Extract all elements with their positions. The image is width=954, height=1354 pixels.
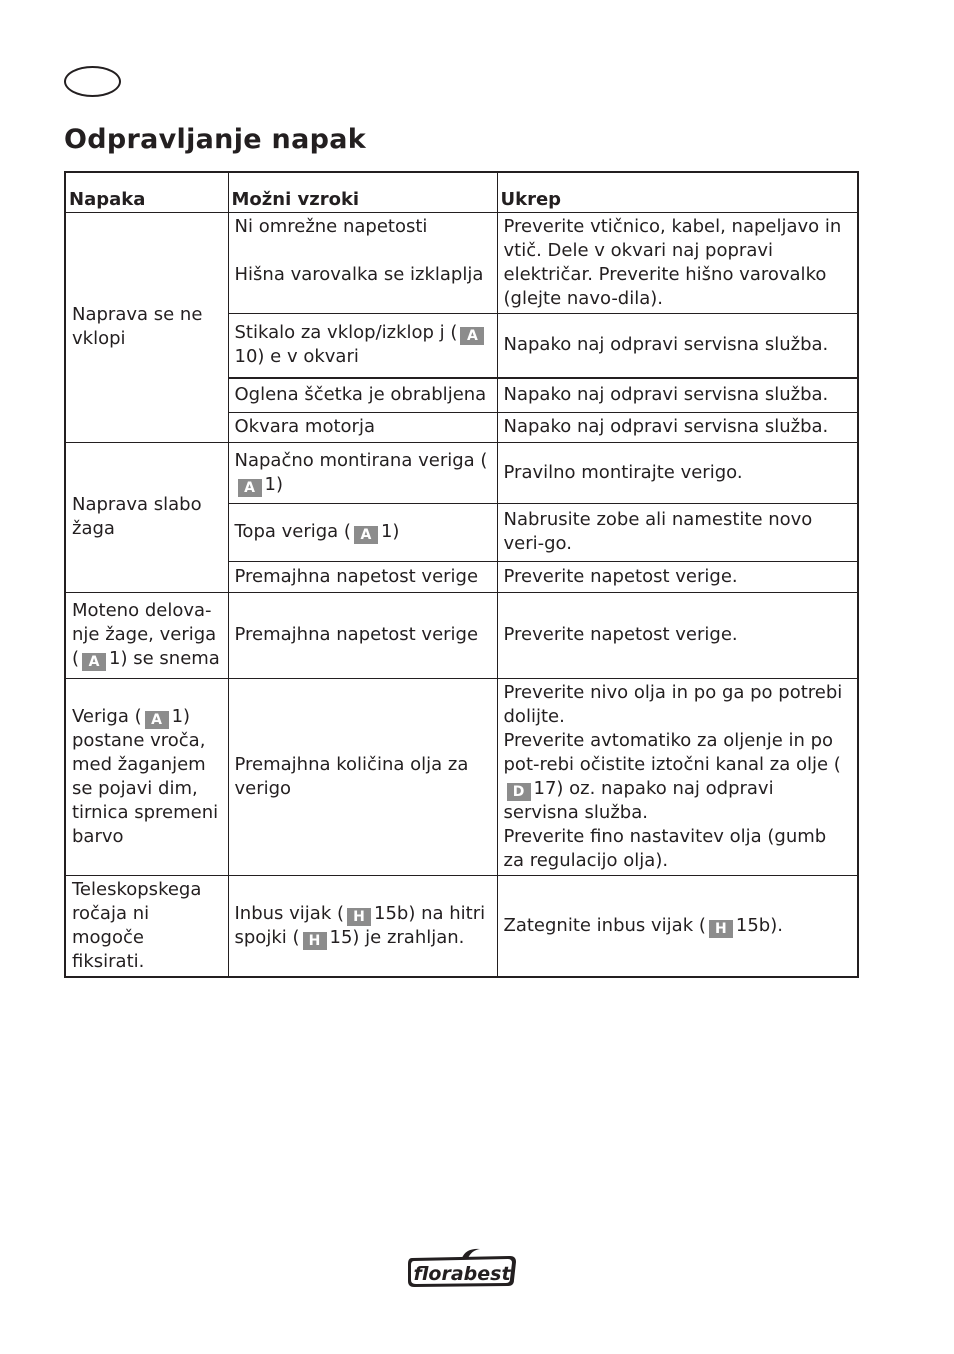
cause-text: Premajhna napetost verige [234,565,479,587]
cause-text: 15) je zrahljan. [329,926,465,948]
remedy-cell [497,503,858,561]
table-row [65,442,858,503]
fault-cell-handle-loose [65,875,228,977]
table-row [65,678,858,875]
cause-cell [228,378,497,412]
remedy-cell [497,678,858,875]
cause-text: Inbus vijak ( [234,902,345,924]
figure-ref-badge: H [709,920,733,938]
page-title: Odpravljanje napak [64,124,367,155]
cause-text: Ni omrežne napetosti [234,215,428,237]
remedy-cell [497,875,858,977]
fault-cell-no-start [65,212,228,442]
cause-cell [228,561,497,592]
cause-cell [228,503,497,561]
cause-cell [228,412,497,442]
cause-text: 1) [264,473,283,495]
cause-cell [228,442,497,503]
fault-text: Teleskopskega ročaja ni mogoče fiksirati. [72,878,202,972]
logo-text: florabest [413,1263,511,1285]
remedy-text: Napako naj odpravi servisna služba. [503,334,829,356]
table-row [65,212,858,313]
troubleshooting-table [64,171,859,978]
remedy-text: Preverite fino nastavitev olja (gumb za regulacijo olja). [503,825,827,871]
cause-text: Okvara motorja [234,416,375,437]
header-fault: Napaka [65,172,228,212]
remedy-text: Preverite nivo olja in po ga po potrebi dolijte. [503,681,843,727]
figure-ref-badge: H [347,908,371,926]
remedy-text: Preverite napetost verige. [503,624,738,645]
cause-cell [228,678,497,875]
fault-text: Naprava se ne vklopi [72,304,203,349]
cause-text: Napačno montirana veriga ( [234,449,488,471]
cause-text: 15b) na hitri spojki ( [234,902,486,948]
remedy-text: 15b). [735,914,783,936]
cause-cell [228,313,497,378]
fault-text: 1) se snema [109,648,220,669]
figure-ref-badge: A [460,327,484,345]
remedy-text: Zategnite inbus vijak ( [503,914,706,936]
remedy-text: Preverite napetost verige. [503,565,738,587]
remedy-cell [497,212,858,313]
fault-text: Veriga ( [72,705,142,727]
fault-text: Naprava slabo žaga [72,494,202,539]
header-cause: Možni vzroki [228,172,497,212]
cause-text: 1) [380,521,400,542]
remedy-text: Preverite avtomatiko za oljenje in po pot-rebi očistite iztočni kanal za olje ( [503,729,841,775]
remedy-cell [497,592,858,678]
remedy-text: 17) oz. napako naj odpravi servisna služba. [503,777,774,823]
remedy-text-line [504,729,852,825]
fault-cell-chain-hot [65,678,228,875]
florabest-logo [406,1246,518,1288]
cause-text: Premajhna količina olja za verigo [234,753,469,799]
remedy-cell [497,561,858,592]
cause-text: Premajhna napetost verige [234,624,479,645]
fault-cell-poor-cutting [65,442,228,592]
cause-text: Oglena ščetka je obrabljena [234,384,487,406]
remedy-text: Napako naj odpravi servisna služba. [503,416,829,437]
figure-ref-badge: A [354,526,378,544]
florabest-logo-graphic [406,1246,518,1288]
figure-ref-badge: D [507,783,531,801]
cause-text: Stikalo za vklop/izklop j ( [234,322,458,344]
figure-ref-badge: A [145,711,169,729]
language-badge-outline [64,66,121,97]
cause-text: Topa veriga ( [234,521,351,542]
remedy-text: Pravilno montirajte verigo. [503,461,743,483]
remedy-cell [497,442,858,503]
cause-cell [228,212,497,313]
remedy-text: Preverite vtičnico, kabel, napeljavo in vtič. Dele v okvari naj popravi električar. Preverite hišno varovalko (glejte navo-dila). [503,215,842,309]
table-row [65,875,858,977]
header-remedy: Ukrep [497,172,858,212]
table-row [65,592,858,678]
remedy-cell [497,412,858,442]
fault-text: 1) postane vroča, med žaganjem se pojavi dim, tirnica spremeni barvo [72,705,219,847]
table-header-row [65,172,858,212]
cause-text: Hišna varovalka se izklaplja [234,263,484,285]
remedy-text: Napako naj odpravi servisna služba. [503,384,829,406]
cause-cell [228,592,497,678]
remedy-cell [497,378,858,412]
figure-ref-badge: H [303,932,327,950]
figure-ref-badge: A [238,479,262,497]
remedy-cell [497,313,858,378]
cause-text: 10) e v okvari [234,346,359,368]
fault-cell-chain-slips [65,592,228,678]
figure-ref-badge: A [82,653,106,671]
remedy-text: Nabrusite zobe ali namestite novo veri-go. [503,509,813,554]
fault-text: Moteno delova-nje žage, veriga ( [72,600,217,669]
cause-cell [228,875,497,977]
